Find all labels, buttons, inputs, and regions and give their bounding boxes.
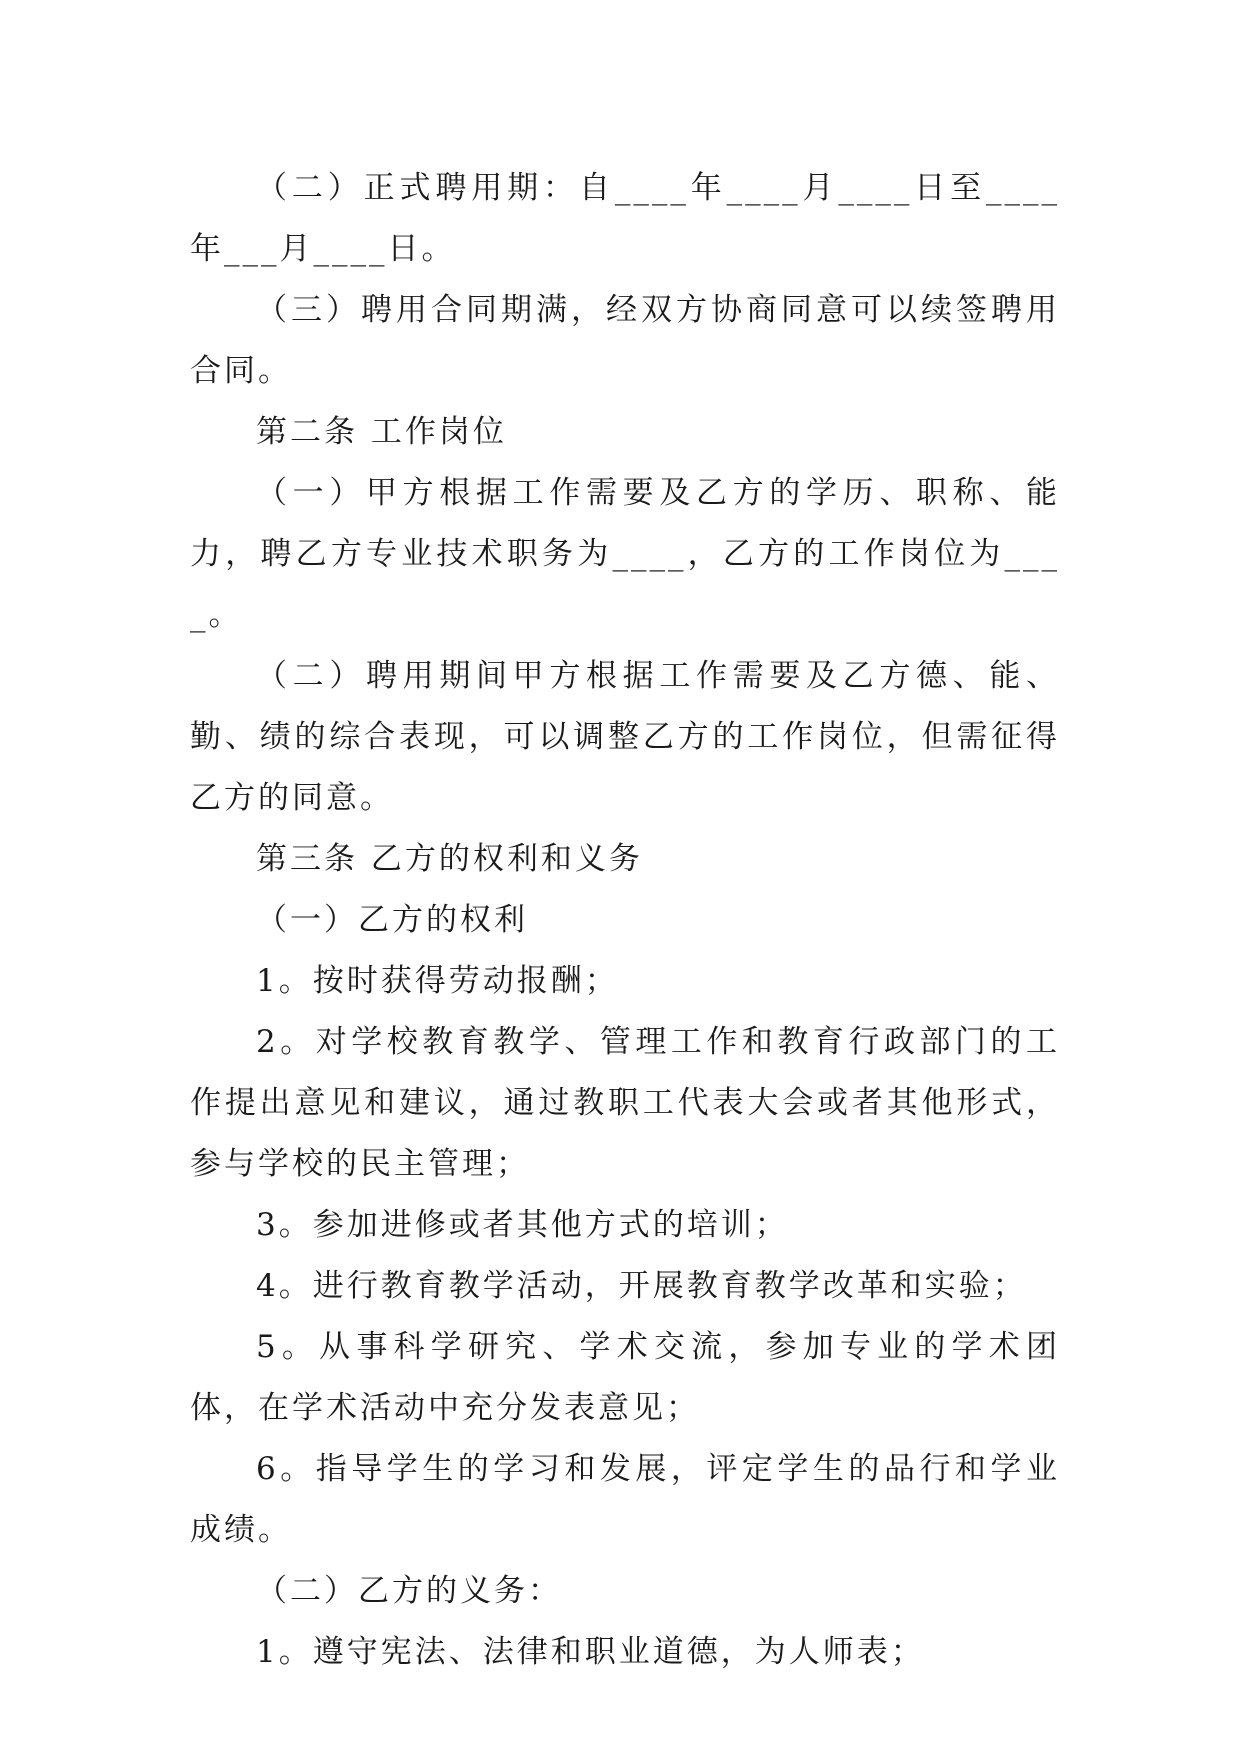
duties-item-1: 1。遵守宪法、法律和职业道德，为人师表； [256, 1634, 925, 1670]
paragraph-position-adjustment: （二）聘用期间甲方根据工作需要及乙方德、能、勤、绩的综合表现，可以调整乙方的工作岗位，但需征得乙方的同意。 [190, 658, 1060, 816]
paragraph-contract-renewal: （三）聘用合同期满，经双方协商同意可以续签聘用合同。 [190, 292, 1060, 389]
paragraph-position-assignment: （一）甲方根据工作需要及乙方的学历、职称、能力，聘乙方专业技术职务为____，乙方的工作岗位为____。 [190, 475, 1060, 633]
rights-item-6: 6。指导学生的学习和发展，评定学生的品行和学业成绩。 [190, 1451, 1060, 1548]
rights-item-3: 3。参加进修或者其他方式的培训； [256, 1207, 789, 1243]
rights-item-1: 1。按时获得劳动报酬； [256, 963, 619, 999]
article-2-heading: 第二条 工作岗位 [256, 414, 507, 450]
document-body [190, 158, 1060, 1683]
paragraph-formal-employment-period: （二）正式聘用期：自____年____月____日至____年___月____日。 [190, 170, 1060, 267]
article-3-heading: 第三条 乙方的权利和义务 [256, 841, 643, 877]
rights-item-4: 4。进行教育教学活动，开展教育教学改革和实验； [256, 1268, 1027, 1304]
rights-item-5: 5。从事科学研究、学术交流，参加专业的学术团体，在学术活动中充分发表意见； [190, 1329, 1060, 1426]
section-rights-heading: （一）乙方的权利 [256, 902, 528, 938]
rights-item-2: 2。对学校教育教学、管理工作和教育行政部门的工作提出意见和建议，通过教职工代表大会或者其他形式，参与学校的民主管理； [190, 1024, 1060, 1182]
section-duties-heading: （二）乙方的义务： [256, 1573, 562, 1609]
